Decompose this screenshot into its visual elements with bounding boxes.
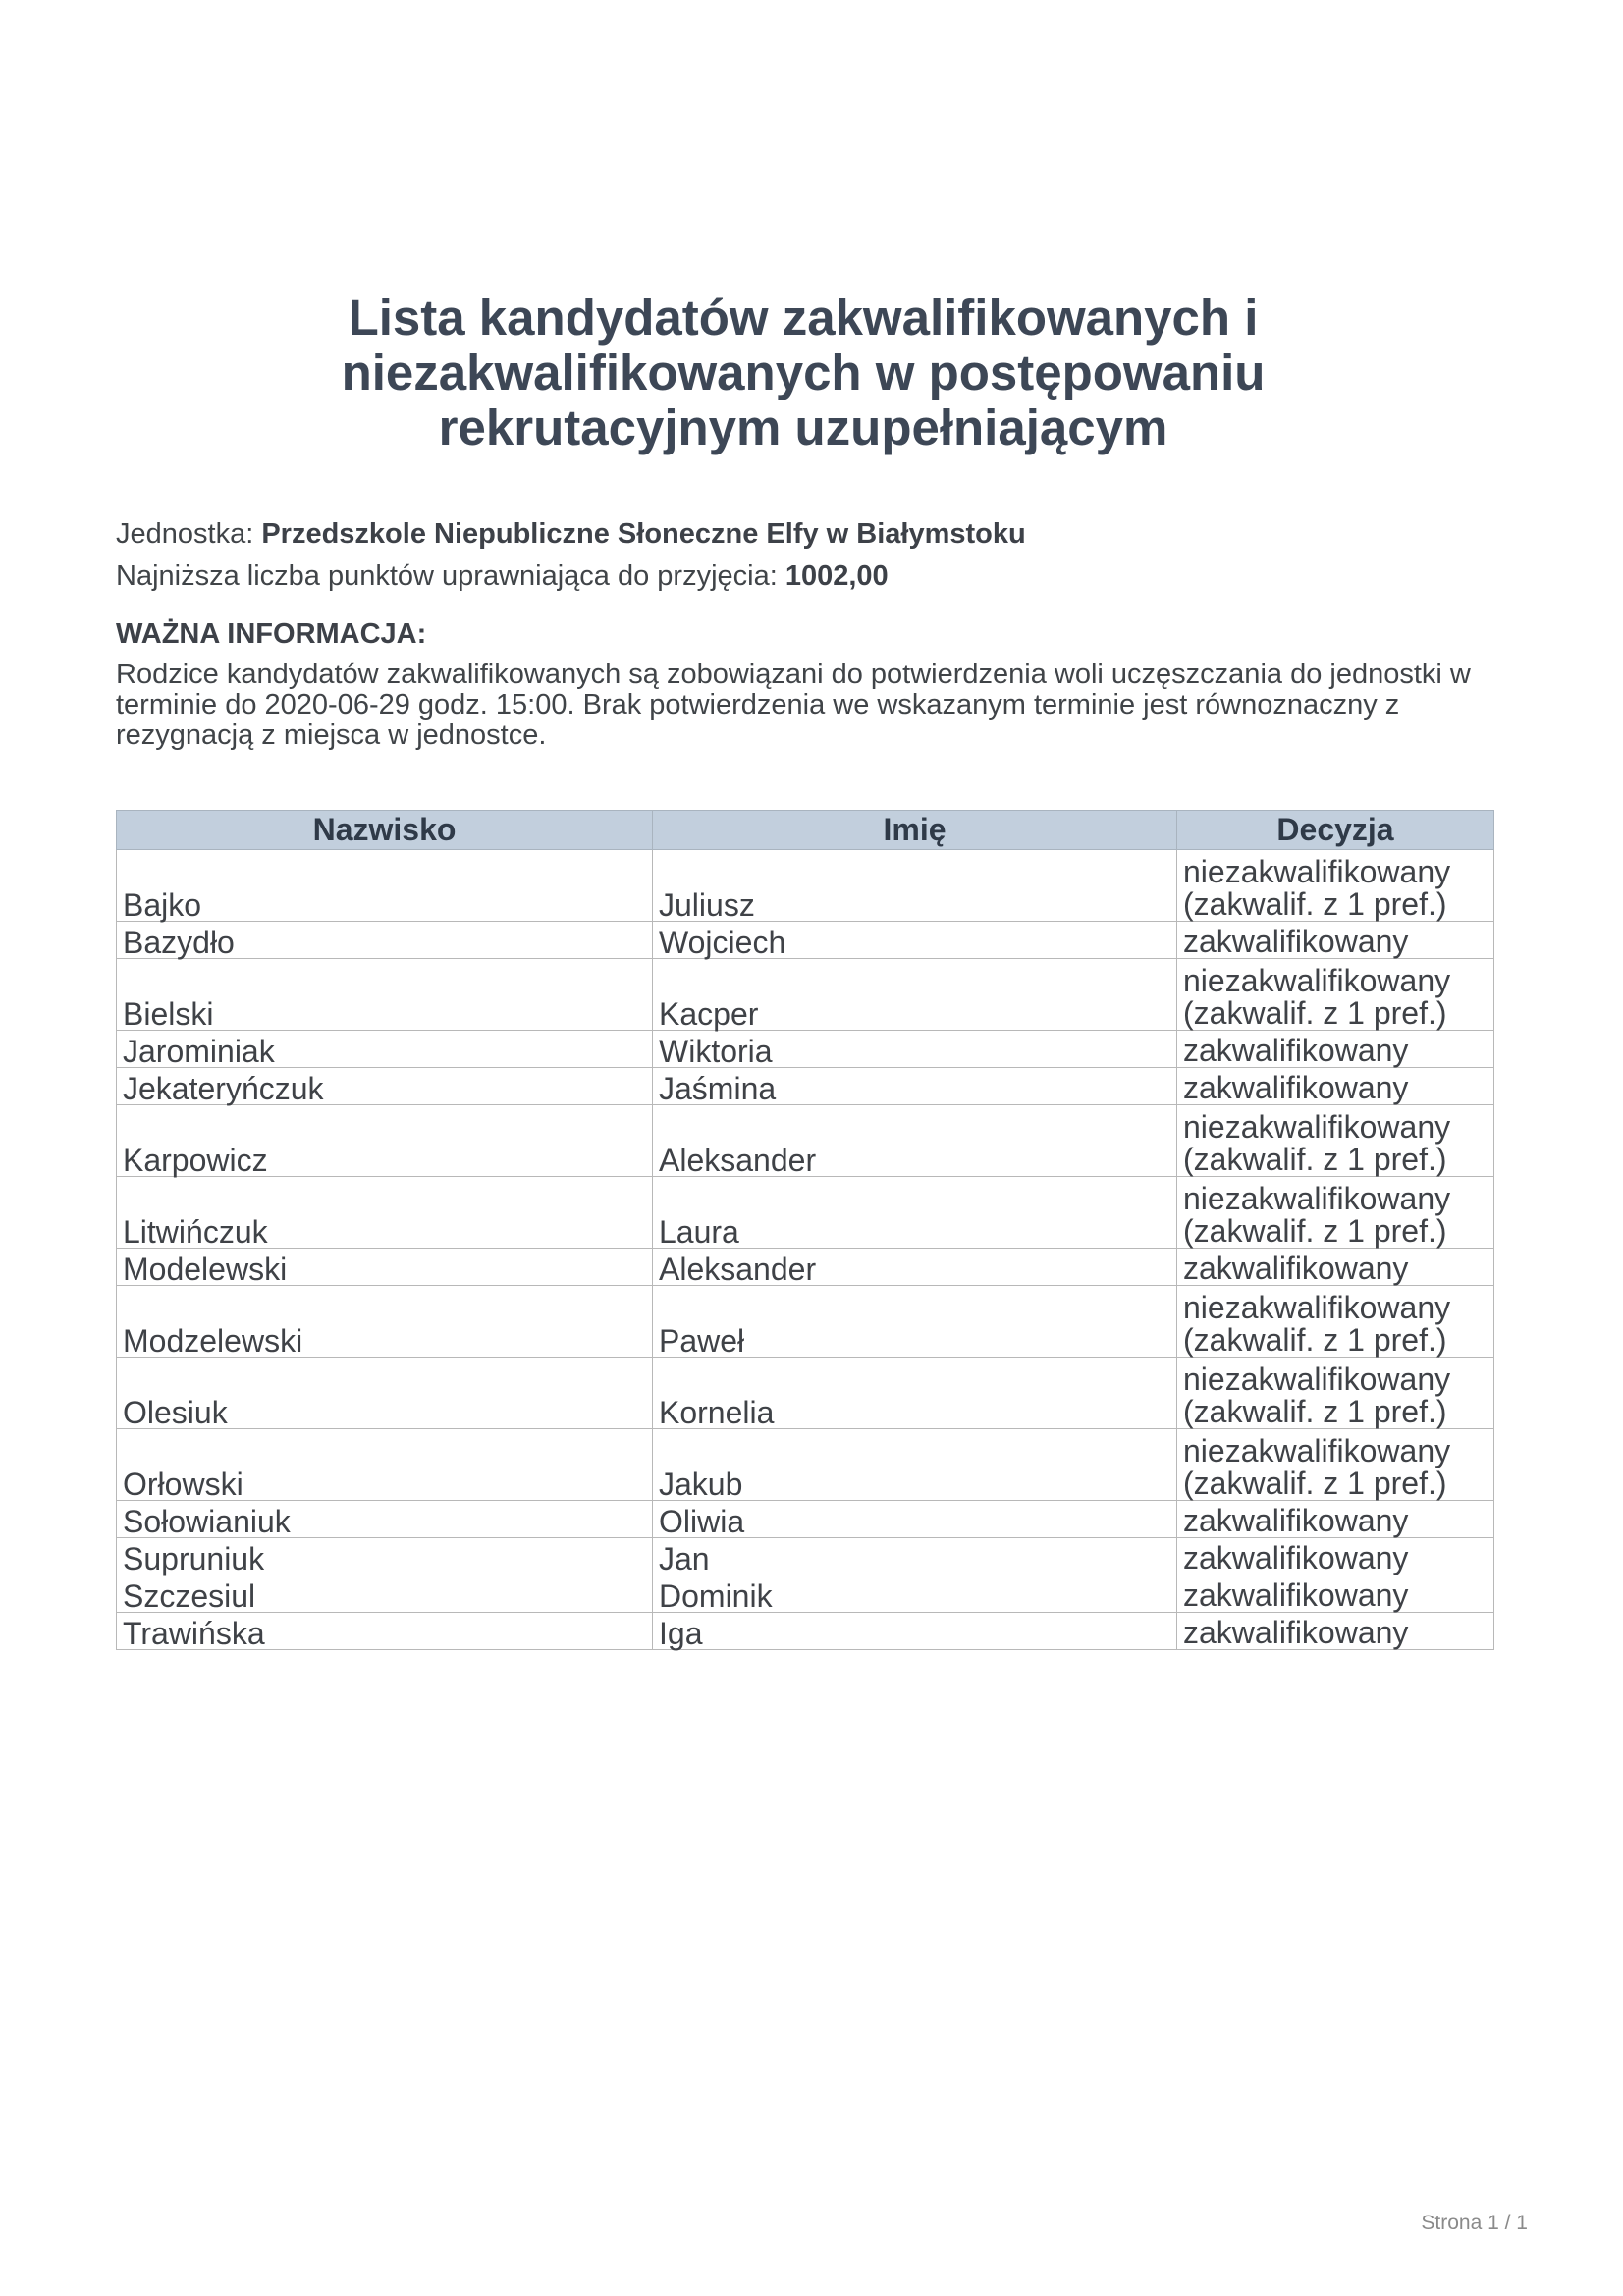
decision-text: zakwalifikowany <box>1183 1615 1409 1650</box>
cell-surname: Szczesiul <box>117 1575 653 1613</box>
cell-decision <box>1177 1249 1494 1286</box>
decision-text: niezakwalifikowany <box>1183 963 1451 998</box>
column-header-name: Imię <box>653 811 1177 850</box>
decision-text: (zakwalif. z 1 pref.) <box>1183 1466 1447 1501</box>
cell-name: Jaśmina <box>653 1068 1177 1105</box>
table-row <box>117 1286 1494 1358</box>
column-header-decision: Decyzja <box>1177 811 1494 850</box>
notice-text: Rodzice kandydatów zakwalifikowanych są zobowiązani do potwierdzenia woli uczęszczania do jednostki w terminie do 2020-06-29 godz. 15:00. Brak potwierdzenia we wskazanym terminie jest równoznaczny z rezygnacją z miejsca w jednostce. <box>116 659 1471 751</box>
table-row <box>117 1575 1494 1613</box>
cell-decision <box>1177 1575 1494 1613</box>
cell-name: Oliwia <box>653 1501 1177 1538</box>
table-row <box>117 1105 1494 1177</box>
table-row <box>117 1249 1494 1286</box>
min-points-value: 1002,00 <box>784 561 889 592</box>
decision-text: (zakwalif. z 1 pref.) <box>1183 995 1447 1031</box>
cell-surname: Bajko <box>117 850 653 922</box>
table-body <box>117 850 1494 1650</box>
cell-name: Laura <box>653 1177 1177 1249</box>
page-title <box>116 291 1490 455</box>
decision-text: (zakwalif. z 1 pref.) <box>1183 886 1447 922</box>
table-row <box>117 1613 1494 1650</box>
cell-surname: Modzelewski <box>117 1286 653 1358</box>
cell-decision <box>1177 1177 1494 1249</box>
decision-text: zakwalifikowany <box>1183 1577 1409 1613</box>
decision-text: niezakwalifikowany <box>1183 1109 1451 1145</box>
cell-name: Dominik <box>653 1575 1177 1613</box>
cell-name: Aleksander <box>653 1105 1177 1177</box>
unit-line <box>116 518 1490 551</box>
cell-surname: Modelewski <box>117 1249 653 1286</box>
min-points-line <box>116 561 1490 593</box>
cell-decision <box>1177 959 1494 1031</box>
candidates-table <box>116 810 1494 1650</box>
cell-name: Paweł <box>653 1286 1177 1358</box>
table-row <box>117 1177 1494 1249</box>
cell-name: Jakub <box>653 1429 1177 1501</box>
decision-text: (zakwalif. z 1 pref.) <box>1183 1142 1447 1177</box>
decision-text: (zakwalif. z 1 pref.) <box>1183 1394 1447 1429</box>
table-row <box>117 1358 1494 1429</box>
decision-text: zakwalifikowany <box>1183 1251 1409 1286</box>
decision-text: zakwalifikowany <box>1183 1033 1409 1068</box>
cell-name: Kornelia <box>653 1358 1177 1429</box>
page-number: Strona 1 / 1 <box>1421 2212 1528 2234</box>
cell-surname: Litwińczuk <box>117 1177 653 1249</box>
title-line-2: niezakwalifikowanych w postępowaniu <box>341 345 1266 400</box>
cell-decision <box>1177 1105 1494 1177</box>
table-header-row <box>117 811 1494 850</box>
table-row <box>117 1031 1494 1068</box>
cell-name: Juliusz <box>653 850 1177 922</box>
cell-name: Wiktoria <box>653 1031 1177 1068</box>
cell-surname: Supruniuk <box>117 1538 653 1575</box>
cell-decision <box>1177 1358 1494 1429</box>
cell-name: Jan <box>653 1538 1177 1575</box>
decision-text: niezakwalifikowany <box>1183 854 1451 889</box>
table-row <box>117 1538 1494 1575</box>
cell-decision <box>1177 1286 1494 1358</box>
cell-surname: Trawińska <box>117 1613 653 1650</box>
decision-text: niezakwalifikowany <box>1183 1433 1451 1468</box>
cell-name: Iga <box>653 1613 1177 1650</box>
unit-label: Jednostka: <box>116 518 254 550</box>
table-row <box>117 922 1494 959</box>
cell-decision <box>1177 922 1494 959</box>
cell-surname: Jekateryńczuk <box>117 1068 653 1105</box>
decision-text: (zakwalif. z 1 pref.) <box>1183 1322 1447 1358</box>
cell-name: Aleksander <box>653 1249 1177 1286</box>
cell-decision <box>1177 1031 1494 1068</box>
cell-decision <box>1177 1429 1494 1501</box>
cell-surname: Olesiuk <box>117 1358 653 1429</box>
unit-value: Przedszkole Niepubliczne Słoneczne Elfy w Białymstoku <box>261 518 1026 550</box>
cell-decision <box>1177 1501 1494 1538</box>
decision-text: zakwalifikowany <box>1183 1540 1409 1575</box>
column-header-surname: Nazwisko <box>117 811 653 850</box>
table-row <box>117 1501 1494 1538</box>
decision-text: niezakwalifikowany <box>1183 1181 1451 1216</box>
cell-surname: Bielski <box>117 959 653 1031</box>
cell-name: Kacper <box>653 959 1177 1031</box>
min-points-label: Najniższa liczba punktów uprawniająca do przyjęcia: <box>116 561 778 592</box>
decision-text: zakwalifikowany <box>1183 924 1409 959</box>
cell-decision <box>1177 1613 1494 1650</box>
cell-surname: Jarominiak <box>117 1031 653 1068</box>
table-row <box>117 850 1494 922</box>
decision-text: zakwalifikowany <box>1183 1070 1409 1105</box>
decision-text: (zakwalif. z 1 pref.) <box>1183 1213 1447 1249</box>
cell-name: Wojciech <box>653 922 1177 959</box>
table-row <box>117 959 1494 1031</box>
cell-surname: Karpowicz <box>117 1105 653 1177</box>
cell-surname: Sołowianiuk <box>117 1501 653 1538</box>
cell-decision <box>1177 1538 1494 1575</box>
title-line-3: rekrutacyjnym uzupełniającym <box>438 400 1168 455</box>
decision-text: niezakwalifikowany <box>1183 1290 1451 1325</box>
title-line-1: Lista kandydatów zakwalifikowanych i <box>348 290 1259 346</box>
cell-surname: Orłowski <box>117 1429 653 1501</box>
table-row <box>117 1068 1494 1105</box>
decision-text: niezakwalifikowany <box>1183 1362 1451 1397</box>
cell-decision <box>1177 1068 1494 1105</box>
cell-decision <box>1177 850 1494 922</box>
notice-title: WAŻNA INFORMACJA: <box>116 618 427 650</box>
cell-surname: Bazydło <box>117 922 653 959</box>
decision-text: zakwalifikowany <box>1183 1503 1409 1538</box>
table-row <box>117 1429 1494 1501</box>
